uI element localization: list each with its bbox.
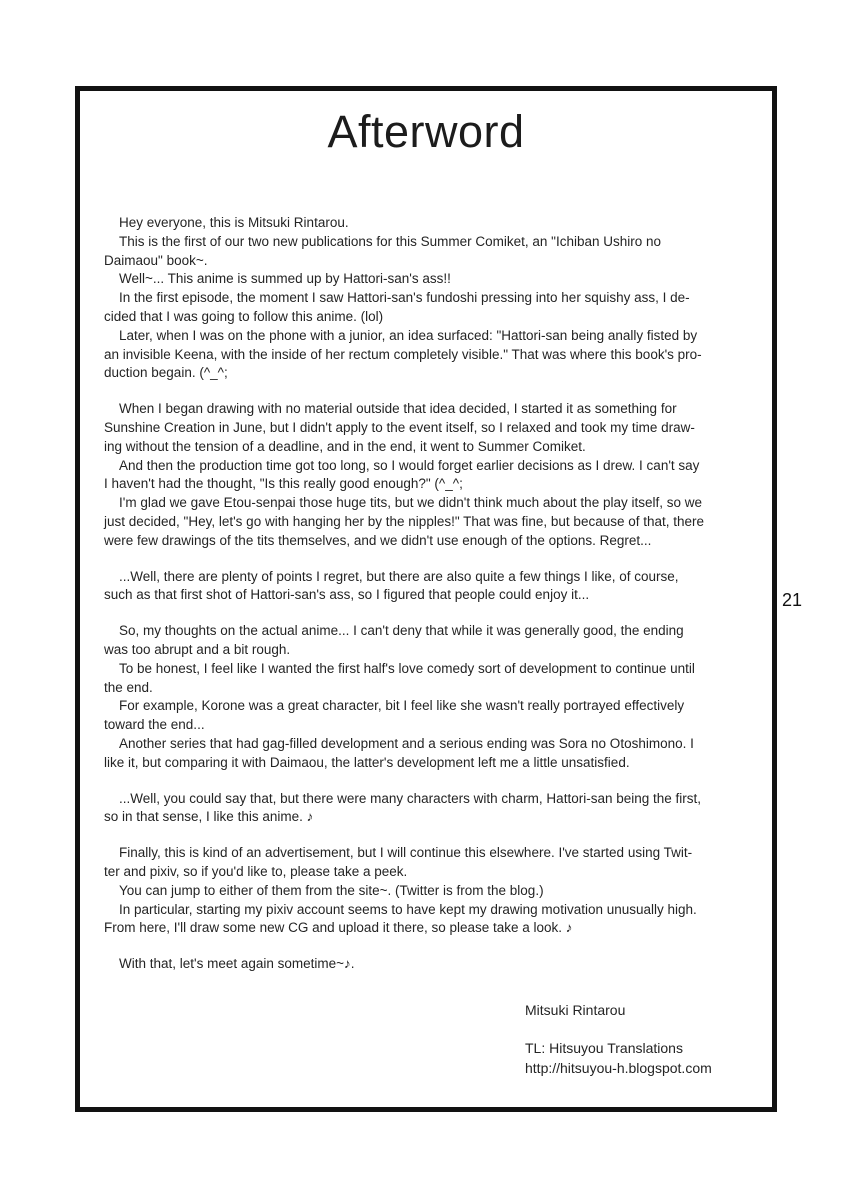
text-line: For example, Korone was a great character, bit I feel like she wasn't really portrayed effectively <box>119 698 685 714</box>
text-line: ing without the tension of a deadline, and in the end, it went to Summer Comiket. <box>104 438 586 454</box>
text-line: just decided, "Hey, let's go with hanging her by the nipples!" That was fine, but because of that, there <box>104 513 705 529</box>
text-line: So, my thoughts on the actual anime... I can't deny that while it was generally good, the ending <box>119 623 684 639</box>
text-line: duction begain. (^_^; <box>104 365 228 381</box>
text-line: Well~... This anime is summed up by Hattori-san's ass!! <box>119 271 451 287</box>
text-line: Hey everyone, this is Mitsuki Rintarou. <box>119 215 349 230</box>
paragraph <box>104 697 770 735</box>
text-line: Daimaou" book~. <box>104 252 208 268</box>
text-line: And then the production time got too long, so I would forget earlier decisions as I drew. I can't say <box>119 457 700 473</box>
text-line: To be honest, I feel like I wanted the first half's love comedy sort of development to continue until <box>119 660 695 676</box>
page-number: 21 <box>782 590 803 610</box>
text-line: Finally, this is kind of an advertisement, but I will continue this elsewhere. I've started using Twit- <box>119 845 693 861</box>
text-line: Later, when I was on the phone with a junior, an idea surfaced: "Hattori-san being anally fisted by <box>119 327 698 343</box>
text-line: From here, I'll draw some new CG and upload it there, so please take a look. ♪ <box>104 920 573 936</box>
text-line: With that, let's meet again sometime~♪. <box>119 956 355 972</box>
text-line: In particular, starting my pixiv account seems to have kept my drawing motivation unusually high. <box>119 901 697 917</box>
text-line: I haven't had the thought, "Is this really good enough?" (^_^; <box>104 476 463 492</box>
text-line: ter and pixiv, so if you'd like to, please take a peek. <box>104 863 408 879</box>
text-line: When I began drawing with no material outside that idea decided, I started it as something for <box>119 401 677 417</box>
text-line: so in that sense, I like this anime. ♪ <box>104 809 314 825</box>
paragraph <box>104 660 770 698</box>
paragraph <box>104 289 770 327</box>
paragraph <box>104 844 770 882</box>
translator-credit: TL: Hitsuyou Translations <box>525 1040 683 1056</box>
text-line: Another series that had gag-filled development and a serious ending was Sora no Otoshimono. I <box>119 735 694 751</box>
paragraph <box>104 955 770 974</box>
credits-block <box>525 1000 712 1078</box>
paragraph <box>104 457 770 495</box>
text-line: toward the end... <box>104 717 205 733</box>
paragraph <box>104 568 770 606</box>
text-line: ...Well, there are plenty of points I regret, but there are also quite a few things I like, of course, <box>119 568 679 584</box>
paragraph <box>104 327 770 383</box>
text-line: was too abrupt and a bit rough. <box>104 641 291 657</box>
paragraph <box>104 735 770 773</box>
paragraph <box>104 270 770 289</box>
text-line: such as that first shot of Hattori-san's ass, so I figured that people could enjoy it... <box>104 587 590 603</box>
paragraph <box>104 214 770 233</box>
paragraph <box>104 400 770 456</box>
text-line: like it, but comparing it with Daimaou, the latter's development left me a little unsatisfied. <box>104 754 630 770</box>
text-line: This is the first of our two new publications for this Summer Comiket, an "Ichiban Ushiro no <box>119 233 662 249</box>
text-line: cided that I was going to follow this anime. (lol) <box>104 308 384 324</box>
translator-url: http://hitsuyou-h.blogspot.com <box>525 1060 712 1076</box>
paragraph <box>104 882 770 901</box>
text-line: were few drawings of the tits themselves, and we didn't use enough of the options. Regret... <box>104 532 652 548</box>
text-line: the end. <box>104 679 153 695</box>
text-line: Sunshine Creation in June, but I didn't apply to the event itself, so I relaxed and took my time draw- <box>104 419 695 435</box>
page-border-frame <box>75 86 777 1112</box>
paragraph <box>104 790 770 828</box>
text-line: ...Well, you could say that, but there were many characters with charm, Hattori-san being the first, <box>119 790 702 806</box>
text-line: an invisible Keena, with the inside of her rectum completely visible." That was where this book's pro- <box>104 346 702 362</box>
page-title: Afterword <box>327 106 525 157</box>
paragraph <box>104 901 770 939</box>
paragraph <box>104 494 770 550</box>
author-name: Mitsuki Rintarou <box>525 1002 626 1018</box>
text-line: In the first episode, the moment I saw Hattori-san's fundoshi pressing into her squishy ass, I de- <box>119 290 690 306</box>
afterword-body-text <box>104 214 770 974</box>
paragraph <box>104 622 770 660</box>
paragraph <box>104 233 770 271</box>
text-line: You can jump to either of them from the site~. (Twitter is from the blog.) <box>119 882 544 898</box>
text-line: I'm glad we gave Etou-senpai those huge tits, but we didn't think much about the play itself, so we <box>119 495 702 511</box>
